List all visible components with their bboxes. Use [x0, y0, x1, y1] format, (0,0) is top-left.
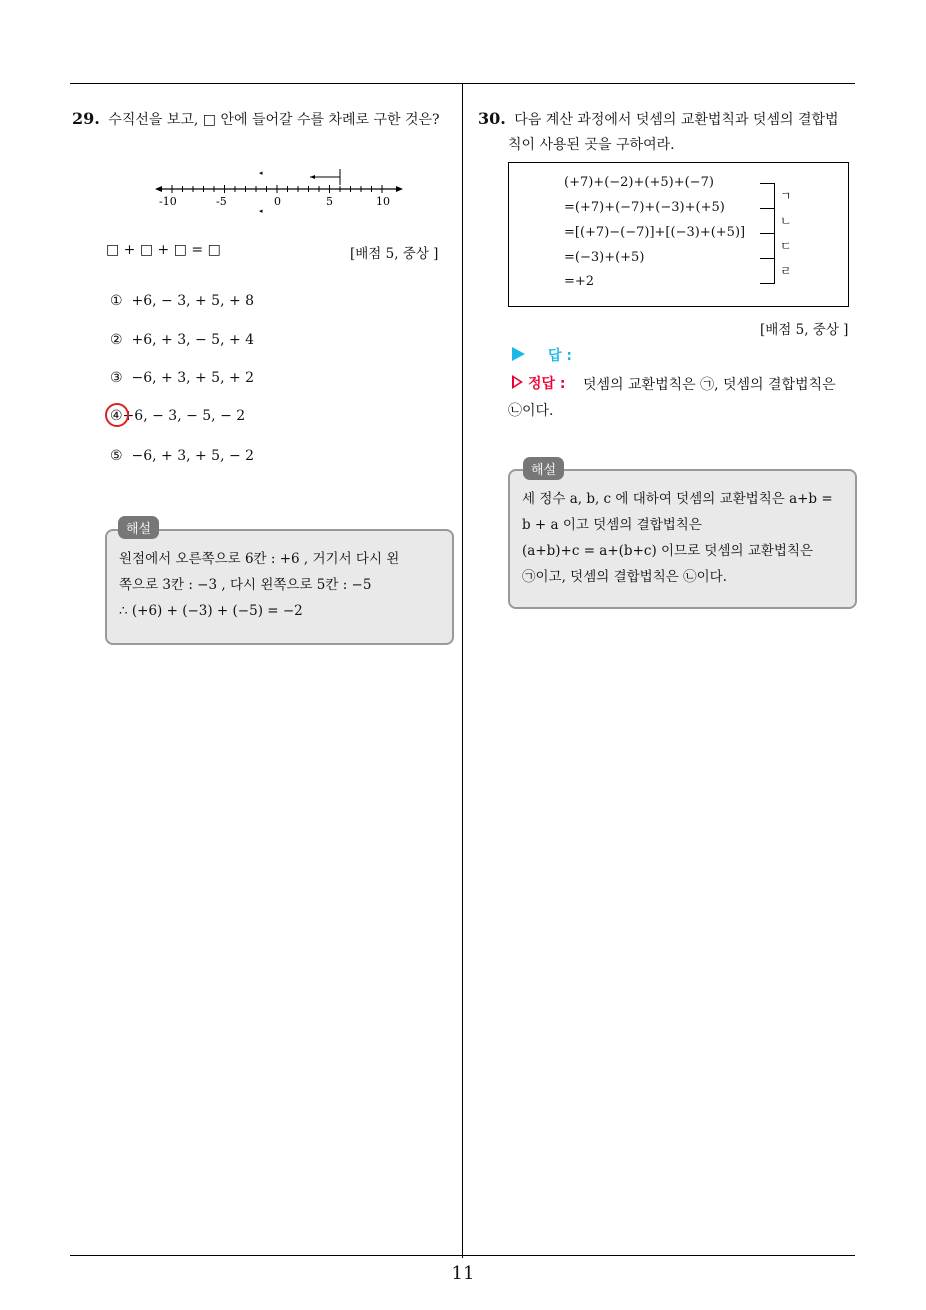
explanation-line: ∴ (+6) + (−3) + (−5) = −2: [119, 603, 303, 619]
choice-4[interactable]: [110, 408, 245, 424]
bracket-label: ㄷ: [780, 239, 792, 253]
q29-number: 29.: [72, 109, 100, 128]
answer-label: 답 :: [548, 348, 572, 364]
column-divider: [462, 83, 463, 1258]
bracket: [760, 233, 775, 259]
choice-5[interactable]: [110, 448, 254, 464]
tick-label: -10: [159, 195, 177, 208]
tick-label: 10: [376, 195, 390, 208]
correct-answer-line: ㉡이다.: [508, 403, 554, 419]
choice-text: −6, + 3, + 5, + 2: [131, 370, 255, 386]
q29-formula: □ + □ + □ = □: [106, 242, 221, 258]
choice-2[interactable]: [110, 332, 254, 348]
calc-box: [508, 162, 849, 307]
correct-answer-circle: [105, 403, 129, 427]
q30-score: [배점 5, 중상 ]: [760, 322, 849, 338]
q30-question-line: 칙이 사용된 곳을 구하여라.: [508, 137, 675, 153]
q29-header: [72, 107, 440, 132]
q30-explanation: [522, 486, 833, 590]
choice-text: +6, − 3, − 5, − 2: [122, 408, 246, 424]
explanation-line: 세 정수 a, b, c 에 대하여 덧셈의 교환법칙은 a+b =: [522, 491, 833, 507]
explanation-line: 쪽으로 3칸 : −3 , 다시 왼쪽으로 5칸 : −5: [119, 577, 372, 593]
correct-answer-line: 덧셈의 교환법칙은 ㉠, 덧셈의 결합법칙은: [583, 377, 836, 393]
tick-label: 0: [274, 195, 281, 208]
bracket: [760, 183, 775, 209]
explanation-line: (a+b)+c = a+(b+c) 이므로 덧셈의 교환법칙은: [522, 543, 814, 559]
calc-line: =+2: [564, 274, 595, 289]
bracket: [760, 258, 775, 284]
choice-text: −6, + 3, + 5, − 2: [131, 448, 255, 464]
correct-label: 정답 :: [528, 376, 566, 392]
q30-number: 30.: [478, 109, 506, 128]
explanation-line: b + a 이고 덧셈의 결합법칙은: [522, 517, 702, 533]
bracket-label: ㄹ: [780, 264, 792, 278]
choice-mark: ②: [110, 332, 123, 348]
q29-explanation: [119, 546, 399, 624]
q29-question: 수직선을 보고, □ 안에 들어갈 수를 차례로 구한 것은?: [108, 112, 440, 128]
choice-mark: ①: [110, 293, 123, 309]
explanation-line: ㉠이고, 덧셈의 결합법칙은 ㉡이다.: [522, 569, 727, 585]
bottom-rule: [70, 1255, 855, 1256]
answer-arrow-icon: [512, 347, 525, 361]
choice-1[interactable]: [110, 293, 254, 309]
calc-line: =(+7)+(−7)+(−3)+(+5): [564, 200, 725, 215]
calc-line: (+7)+(−2)+(+5)+(−7): [564, 175, 714, 190]
q30-header: [478, 107, 839, 132]
correct-arrow-icon: [512, 375, 523, 389]
choice-text: +6, − 3, + 5, + 8: [131, 293, 255, 309]
bracket-label: ㄴ: [780, 214, 792, 228]
choice-mark: ④: [110, 408, 123, 424]
svg-text:◂: ◂: [259, 169, 263, 177]
q29-score: [배점 5, 중상 ]: [350, 246, 439, 262]
q29-explanation-tag: 해설: [118, 516, 159, 539]
bracket: [760, 208, 775, 234]
calc-line: =(−3)+(+5): [564, 250, 645, 265]
page-number: 11: [451, 1263, 475, 1284]
choice-text: +6, + 3, − 5, + 4: [131, 332, 255, 348]
tick-label: 5: [326, 195, 333, 208]
number-line: [155, 163, 405, 218]
choice-mark: ⑤: [110, 448, 123, 464]
choice-3[interactable]: [110, 370, 254, 386]
q30-question-line: 다음 계산 과정에서 덧셈의 교환법칙과 덧셈의 결합법: [514, 112, 839, 128]
calc-line: =[(+7)−(−7)]+[(−3)+(+5)]: [564, 225, 746, 240]
svg-text:◂: ◂: [259, 207, 263, 215]
explanation-line: 원점에서 오른쪽으로 6칸 : +6 , 거기서 다시 왼: [119, 551, 400, 567]
tick-label: -5: [216, 195, 227, 208]
choice-mark: ③: [110, 370, 123, 386]
bracket-label: ㄱ: [780, 189, 792, 203]
q30-explanation-tag: 해설: [523, 457, 564, 480]
